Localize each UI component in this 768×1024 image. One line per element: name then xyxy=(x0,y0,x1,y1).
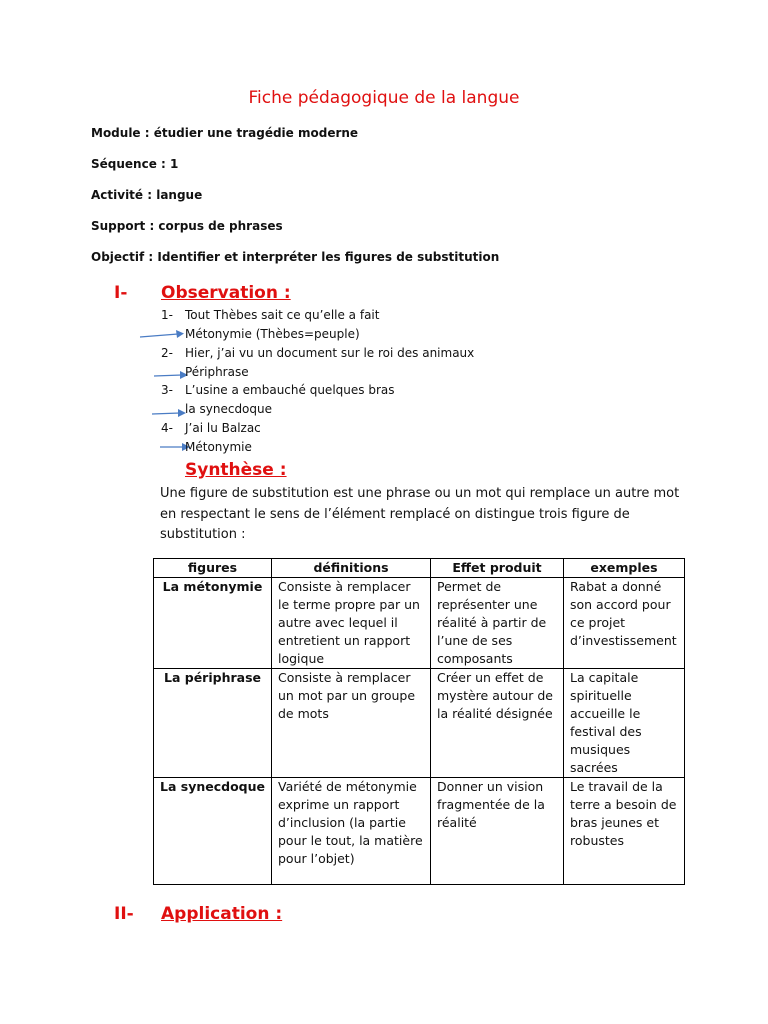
cell-figure: La périphrase xyxy=(154,669,272,778)
section1-number: I- xyxy=(114,283,128,303)
item3-number: 3- xyxy=(161,383,173,397)
cell-effet: Donner un vision fragmentée de la réalité xyxy=(431,778,564,885)
cell-exemple: Rabat a donné son accord pour ce projet d’investissement xyxy=(564,578,685,669)
table-row xyxy=(154,778,685,885)
cell-figure: La métonymie xyxy=(154,578,272,669)
support-line: Support : corpus de phrases xyxy=(91,219,283,233)
item2-number: 2- xyxy=(161,346,173,360)
arrow-icon xyxy=(150,407,188,419)
table-header-row xyxy=(154,559,685,578)
item4-sentence: J’ai lu Balzac xyxy=(185,421,261,435)
cell-figure: La synecdoque xyxy=(154,778,272,885)
synthese-paragraph: Une figure de substitution est une phrase ou un mot qui remplace un autre mot en respectant le sens de l’élément remplacé on distingue trois figure de substitution : xyxy=(160,486,680,542)
figures-table xyxy=(153,558,685,885)
item1-number: 1- xyxy=(161,308,173,322)
table-row xyxy=(154,669,685,778)
cell-effet: Créer un effet de mystère autour de la réalité désignée xyxy=(431,669,564,778)
item2-sentence: Hier, j’ai vu un document sur le roi des animaux xyxy=(185,346,475,360)
header-definitions: définitions xyxy=(272,559,431,578)
header-figures: figures xyxy=(154,559,272,578)
item3-answer: la synecdoque xyxy=(185,402,273,416)
header-effet: Effet produit xyxy=(431,559,564,578)
item4-number: 4- xyxy=(161,421,173,435)
arrow-icon xyxy=(138,328,186,340)
item1-sentence: Tout Thèbes sait ce qu’elle a fait xyxy=(185,308,380,322)
header-exemples: exemples xyxy=(564,559,685,578)
section2-number: II- xyxy=(114,904,134,924)
item1-answer: Métonymie (Thèbes=peuple) xyxy=(185,327,360,341)
cell-effet: Permet de représenter une réalité à partir de l’une de ses composants xyxy=(431,578,564,669)
section1-title: Observation : xyxy=(161,283,291,303)
activite-line: Activité : langue xyxy=(91,188,203,202)
cell-definition: Variété de métonymie exprime un rapport d’inclusion (la partie pour le tout, la matière pour l’objet) xyxy=(272,778,431,885)
objectif-line: Objectif : Identifier et interpréter les figures de substitution xyxy=(91,250,500,264)
item3-sentence: L’usine a embauché quelques bras xyxy=(185,383,395,397)
section2-title: Application : xyxy=(161,904,283,924)
item2-answer: Périphrase xyxy=(185,365,249,379)
module-line: Module : étudier une tragédie moderne xyxy=(91,126,359,140)
cell-definition: Consiste à remplacer le terme propre par un autre avec lequel il entretient un rapport logique xyxy=(272,578,431,669)
synthese-title: Synthèse : xyxy=(185,460,287,480)
cell-exemple: Le travail de la terre a besoin de bras jeunes et robustes xyxy=(564,778,685,885)
page-title: Fiche pédagogique de la langue xyxy=(248,88,520,108)
cell-definition: Consiste à remplacer un mot par un groupe de mots xyxy=(272,669,431,778)
item4-answer: Métonymie xyxy=(185,440,252,454)
cell-exemple: La capitale spirituelle accueille le festival des musiques sacrées xyxy=(564,669,685,778)
sequence-line: Séquence : 1 xyxy=(91,157,179,171)
table-row xyxy=(154,578,685,669)
